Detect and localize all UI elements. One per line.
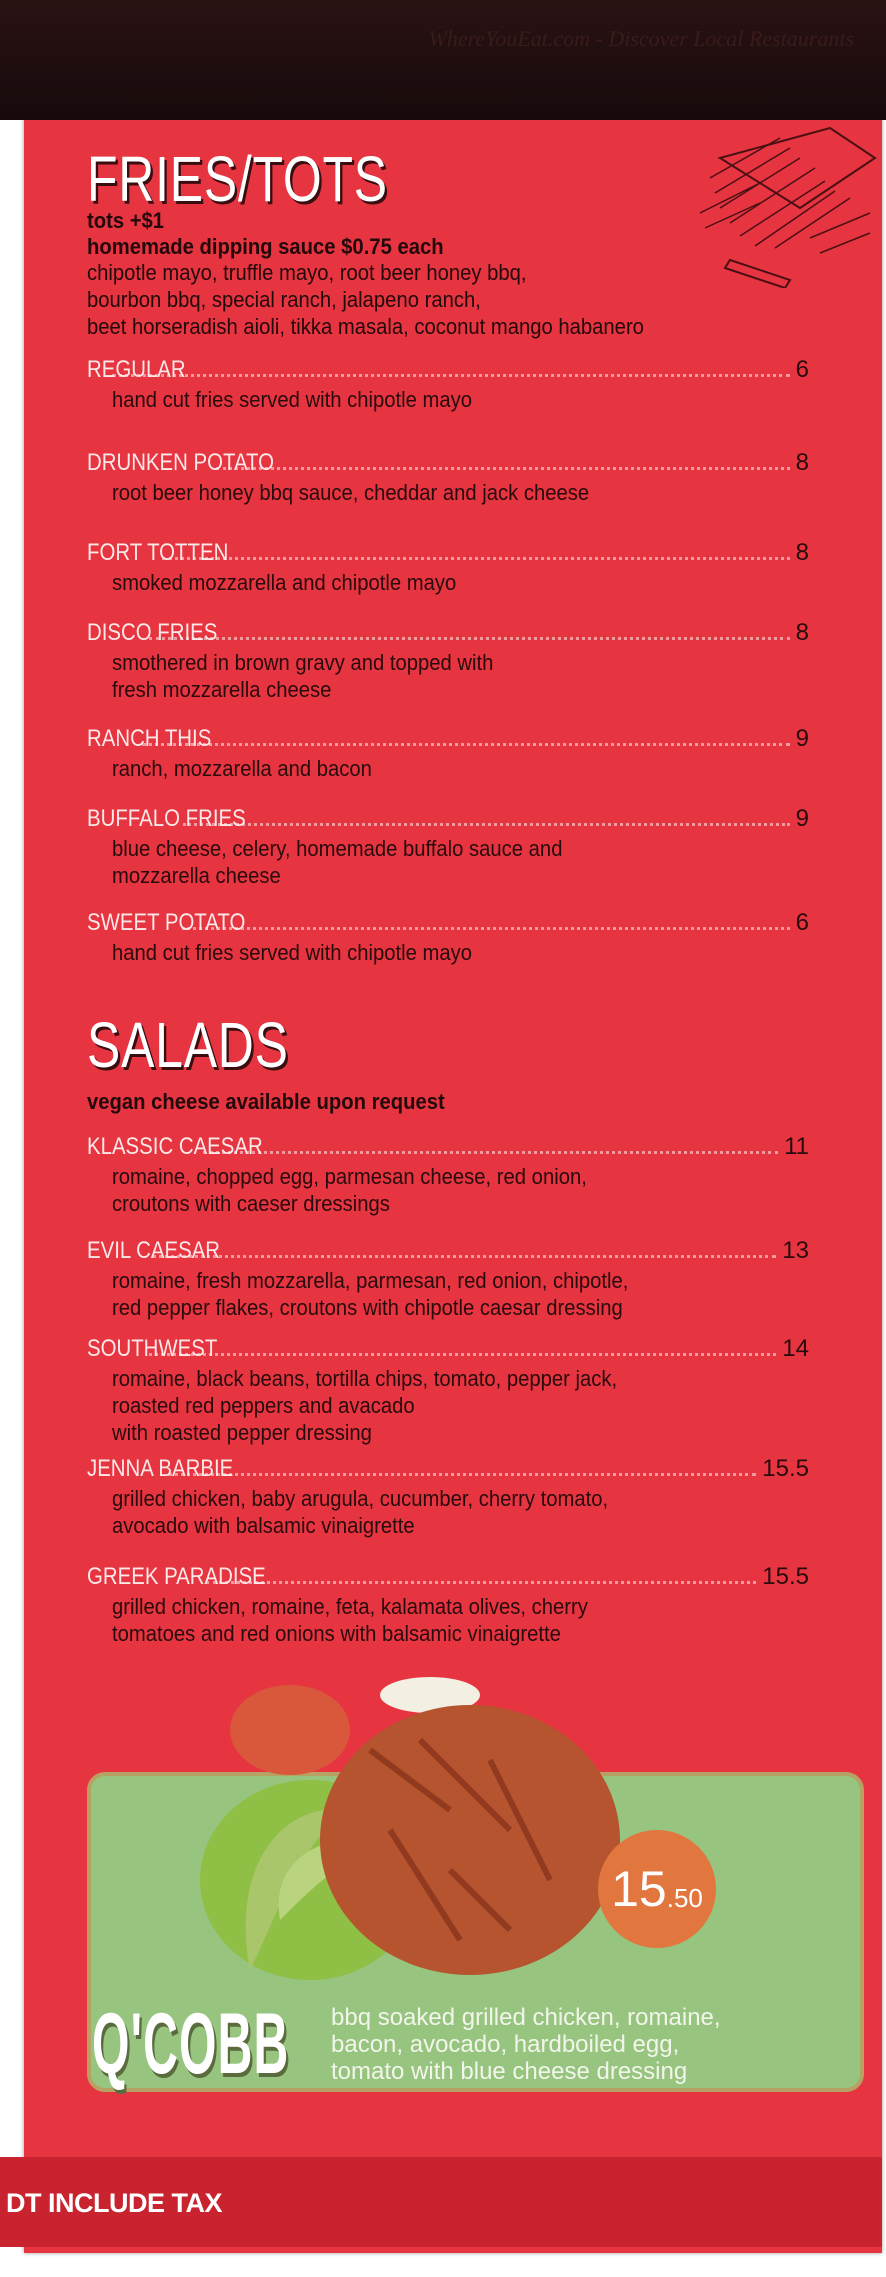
leader-dots	[203, 1151, 778, 1154]
item-header-row	[87, 1455, 809, 1485]
menu-item	[87, 1563, 809, 1647]
item-header-row	[87, 1563, 809, 1593]
item-name: JENNA BARBIE	[87, 1455, 234, 1482]
leader-dots	[149, 1353, 776, 1356]
menu-item	[87, 805, 809, 889]
item-description: romaine, chopped egg, parmesan cheese, red onion,	[112, 1164, 587, 1189]
item-price: 9	[795, 805, 809, 832]
tots-note: tots +$1	[87, 208, 165, 233]
item-description: croutons with caeser dressings	[112, 1191, 390, 1216]
item-price: 8	[795, 619, 809, 646]
feature-title: Q'COBB	[92, 1996, 290, 2092]
leader-dots	[182, 927, 789, 930]
item-price: 14	[782, 1335, 809, 1362]
fries-section-title: FRIES/TOTS	[87, 143, 388, 215]
item-header-row	[87, 356, 809, 386]
item-name: DRUNKEN POTATO	[87, 449, 275, 476]
item-description: roasted red peppers and avacado	[112, 1393, 415, 1418]
price-cents: .50	[666, 1882, 703, 1913]
leader-dots	[183, 823, 790, 826]
item-description: grilled chicken, baby arugula, cucumber, cherry tomato,	[112, 1486, 609, 1511]
leader-dots	[216, 467, 790, 470]
item-header-row	[87, 909, 809, 939]
item-description: romaine, black beans, tortilla chips, tomato, pepper jack,	[112, 1366, 618, 1391]
watermark: WhereYouEat.com - Discover Local Restaurants	[428, 26, 854, 51]
feature-price-badge	[598, 1830, 716, 1948]
leader-dots	[142, 743, 789, 746]
leader-dots	[162, 557, 789, 560]
item-description: fresh mozzarella cheese	[112, 677, 332, 702]
item-header-row	[87, 1133, 809, 1163]
item-name: SOUTHWEST	[87, 1335, 218, 1362]
item-price: 15.5	[762, 1455, 809, 1482]
menu-item	[87, 619, 809, 703]
menu-item	[87, 1237, 809, 1321]
item-name: SWEET POTATO	[87, 909, 246, 936]
item-price: 8	[795, 449, 809, 476]
sauce-list-line: chipotle mayo, truffle mayo, root beer honey bbq,	[87, 260, 527, 285]
feature-description	[331, 2004, 721, 2085]
item-name: DISCO FRIES	[87, 619, 218, 646]
item-price: 15.5	[762, 1563, 809, 1590]
leader-dots	[206, 1581, 756, 1584]
item-description: avocado with balsamic vinaigrette	[112, 1513, 415, 1538]
item-header-row	[87, 1335, 809, 1365]
item-description: ranch, mozzarella and bacon	[112, 756, 372, 781]
item-header-row	[87, 1237, 809, 1267]
item-description: blue cheese, celery, homemade buffalo sauce and	[112, 836, 563, 861]
menu-item	[87, 356, 809, 413]
item-description: smoked mozzarella and chipotle mayo	[112, 570, 457, 595]
menu-item	[87, 909, 809, 966]
item-description: with roasted pepper dressing	[112, 1420, 372, 1445]
menu-item	[87, 725, 809, 782]
item-header-row	[87, 539, 809, 569]
salads-section-title: SALADS	[87, 1009, 289, 1081]
item-name: EVIL CAESAR	[87, 1237, 221, 1264]
leader-dots	[152, 1255, 776, 1258]
item-name: GREEK PARADISE	[87, 1563, 266, 1590]
sauce-list-line: beet horseradish aioli, tikka masala, coconut mango habanero	[87, 314, 644, 339]
item-description: red pepper flakes, croutons with chipotle caesar dressing	[112, 1295, 623, 1320]
menu-item	[87, 1133, 809, 1217]
feature-desc-line: bbq soaked grilled chicken, romaine,	[331, 2004, 721, 2031]
menu-item	[87, 1455, 809, 1539]
leader-dots	[112, 374, 790, 377]
sauce-list-line: bourbon bbq, special ranch, jalapeno ranch,	[87, 287, 481, 312]
item-name: RANCH THIS	[87, 725, 212, 752]
menu-item	[87, 449, 809, 506]
feature-desc-line: bacon, avocado, hardboiled egg,	[331, 2031, 680, 2058]
item-price: 6	[795, 909, 809, 936]
sauce-note: homemade dipping sauce $0.75 each	[87, 234, 444, 259]
menu-item	[87, 539, 809, 596]
top-band	[0, 0, 886, 120]
item-description: hand cut fries served with chipotle mayo	[112, 387, 473, 412]
item-name: FORT TOTTEN	[87, 539, 229, 566]
leader-dots	[149, 637, 789, 640]
item-price: 11	[784, 1133, 809, 1160]
item-price: 9	[795, 725, 809, 752]
vegan-note: vegan cheese available upon request	[87, 1089, 445, 1114]
item-description: tomatoes and red onions with balsamic vinaigrette	[112, 1621, 561, 1646]
price-whole: 15	[611, 1861, 667, 1917]
item-header-row	[87, 725, 809, 755]
feature-desc-line: tomato with blue cheese dressing	[331, 2058, 688, 2085]
item-header-row	[87, 619, 809, 649]
item-name: REGULAR	[87, 356, 186, 383]
item-header-row	[87, 449, 809, 479]
item-price: 6	[795, 356, 809, 383]
menu-item	[87, 1335, 809, 1446]
item-name: BUFFALO FRIES	[87, 805, 246, 832]
item-description: mozzarella cheese	[112, 863, 281, 888]
item-price: 13	[782, 1237, 809, 1264]
item-description: hand cut fries served with chipotle mayo	[112, 940, 473, 965]
fries-illustration-icon	[680, 118, 880, 288]
salad-photo	[190, 1670, 640, 1990]
item-header-row	[87, 805, 809, 835]
tax-note: DT INCLUDE TAX	[6, 2188, 222, 2218]
item-description: grilled chicken, romaine, feta, kalamata olives, cherry	[112, 1594, 588, 1619]
item-description: smothered in brown gravy and topped with	[112, 650, 494, 675]
item-description: romaine, fresh mozzarella, parmesan, red onion, chipotle,	[112, 1268, 629, 1293]
leader-dots	[168, 1473, 756, 1476]
item-name: KLASSIC CAESAR	[87, 1133, 263, 1160]
item-description: root beer honey bbq sauce, cheddar and jack cheese	[112, 480, 590, 505]
item-price: 8	[795, 539, 809, 566]
